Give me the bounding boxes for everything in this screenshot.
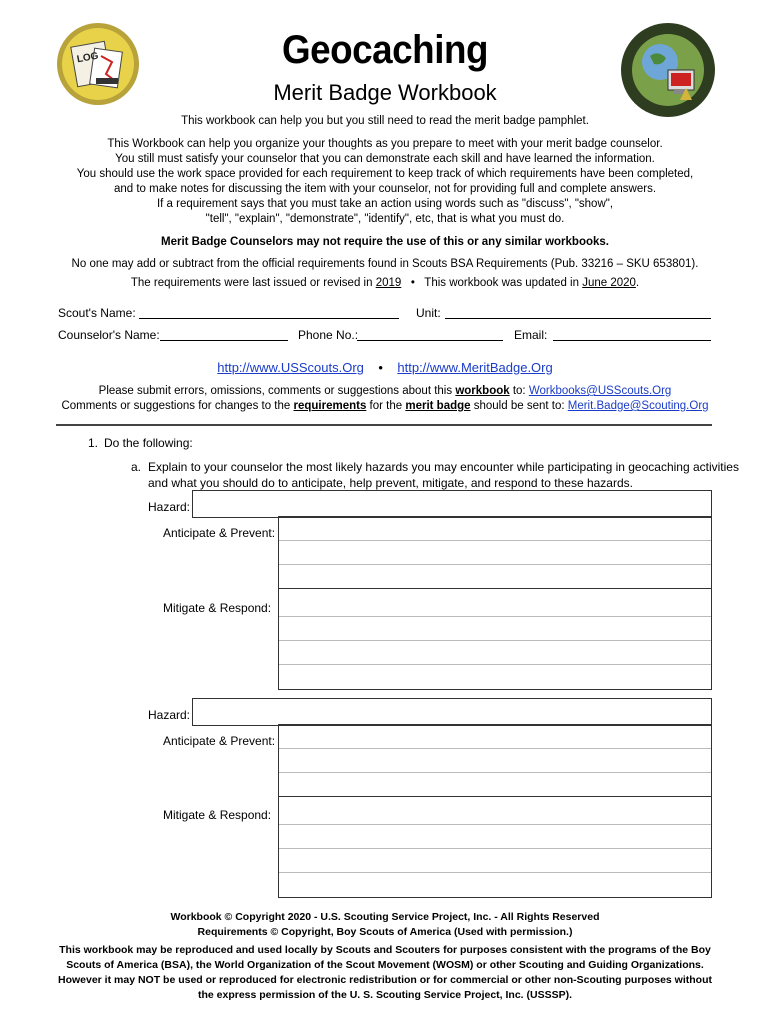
email-field[interactable] <box>553 340 711 341</box>
requirement-a-line2: and what you should do to anticipate, help prevent, mitigate, and respond to these hazards. <box>148 476 633 490</box>
scout-name-label: Scout's Name: <box>58 306 136 320</box>
submit-line-2: Comments or suggestions for changes to the requirements for the merit badge should be sent to: Merit.Badge@Scouting.Org <box>61 400 709 412</box>
mitigate-label: Mitigate & Respond: <box>163 808 272 822</box>
workbooks-email-link[interactable]: Workbooks@USScouts.Org <box>528 385 672 397</box>
paragraph-line: You should use the work space provided for each requirement to keep track of which requirements have been completed, <box>76 168 694 180</box>
email-label: Email: <box>514 328 548 342</box>
counselor-notice: Merit Badge Counselors may not require the use of this or any similar workbooks. <box>161 236 609 248</box>
intro-text: This workbook can help you but you still need to read the merit badge pamphlet. <box>181 115 589 127</box>
hazard-label: Hazard: <box>148 708 191 722</box>
links-line: http://www.USScouts.Org • http://www.MeritBadge.Org <box>217 360 553 375</box>
mitigate-label: Mitigate & Respond: <box>163 601 272 615</box>
paragraph-line: If a requirement says that you must take an action using words such as "discuss", "show", <box>156 198 614 210</box>
anticipate-label: Anticipate & Prevent: <box>163 526 276 540</box>
hazard-response-table[interactable] <box>278 724 712 898</box>
phone-field[interactable] <box>357 340 503 341</box>
instructions-paragraph <box>0 137 770 227</box>
anticipate-label: Anticipate & Prevent: <box>163 734 276 748</box>
footer-license-line: However it may NOT be used or reproduced for electronic redistribution or for commercial or other non-Scouting purposes without <box>58 974 712 986</box>
hazard-response-table[interactable] <box>278 516 712 690</box>
page-subtitle: Merit Badge Workbook <box>273 80 497 105</box>
footer-copyright: Workbook © Copyright 2020 - U.S. Scouting Service Project, Inc. - All Rights Reserved <box>170 911 600 923</box>
hazard-field[interactable] <box>192 698 712 726</box>
paragraph-line: and to make notes for discussing the item with your counselor, not for providing full and complete answers. <box>113 183 657 195</box>
paragraph-line: This Workbook can help you organize your thoughts as you prepare to meet with your merit badge counselor. <box>107 138 663 150</box>
counselor-name-field[interactable] <box>160 340 288 341</box>
requirement-text: Do the following: <box>104 436 193 450</box>
updated-date: June 2020 <box>582 277 636 289</box>
page-title: Geocaching <box>281 28 489 72</box>
requirements-source: No one may add or subtract from the official requirements found in Scouts BSA Requirements (Pub. 33216 – SKU 653801). <box>71 258 699 270</box>
merit-badge-email-link[interactable]: Merit.Badge@Scouting.Org <box>567 400 709 412</box>
revision-line: The requirements were last issued or revised in 2019 • This workbook was updated in June 2020. <box>130 277 640 289</box>
requirement-number: 1. <box>88 436 99 450</box>
counselor-name-label: Counselor's Name: <box>58 328 160 342</box>
requirement-a-letter: a. <box>131 460 142 474</box>
phone-label: Phone No.: <box>298 328 359 342</box>
revision-year: 2019 <box>375 277 402 289</box>
unit-label: Unit: <box>416 306 441 320</box>
section-divider <box>56 424 712 426</box>
unit-field[interactable] <box>445 318 711 319</box>
usscouts-link[interactable]: http://www.USScouts.Org <box>217 360 364 375</box>
submit-line-1: Please submit errors, omissions, comments or suggestions about this workbook to: Workbooks@USScouts.Org <box>98 385 672 397</box>
scout-name-field[interactable] <box>139 318 399 319</box>
footer-license-line: Scouts of America (BSA), the World Organization of the Scout Movement (WOSM) or other Scouting and Guiding Organizations. <box>66 959 704 971</box>
footer-license-line: the express permission of the U. S. Scouting Service Project, Inc. (USSSP). <box>197 989 573 1001</box>
requirement-a-line1: Explain to your counselor the most likely hazards you may encounter while participating in geocaching activities <box>148 460 739 474</box>
footer-license-line: This workbook may be reproduced and used locally by Scouts and Scouters for purposes consistent with the programs of the Boy <box>59 944 711 956</box>
paragraph-line: You still must satisfy your counselor that you can demonstrate each skill and have learned the information. <box>115 153 655 165</box>
badge-log-text: LOG <box>76 50 100 66</box>
footer-requirements-copyright: Requirements © Copyright, Boy Scouts of America (Used with permission.) <box>197 926 573 938</box>
hazard-field[interactable] <box>192 490 712 518</box>
paragraph-line: "tell", "explain", "demonstrate", "identify", etc, that is what you must do. <box>205 213 565 225</box>
hazard-label: Hazard: <box>148 500 191 514</box>
meritbadge-link[interactable]: http://www.MeritBadge.Org <box>397 360 553 375</box>
